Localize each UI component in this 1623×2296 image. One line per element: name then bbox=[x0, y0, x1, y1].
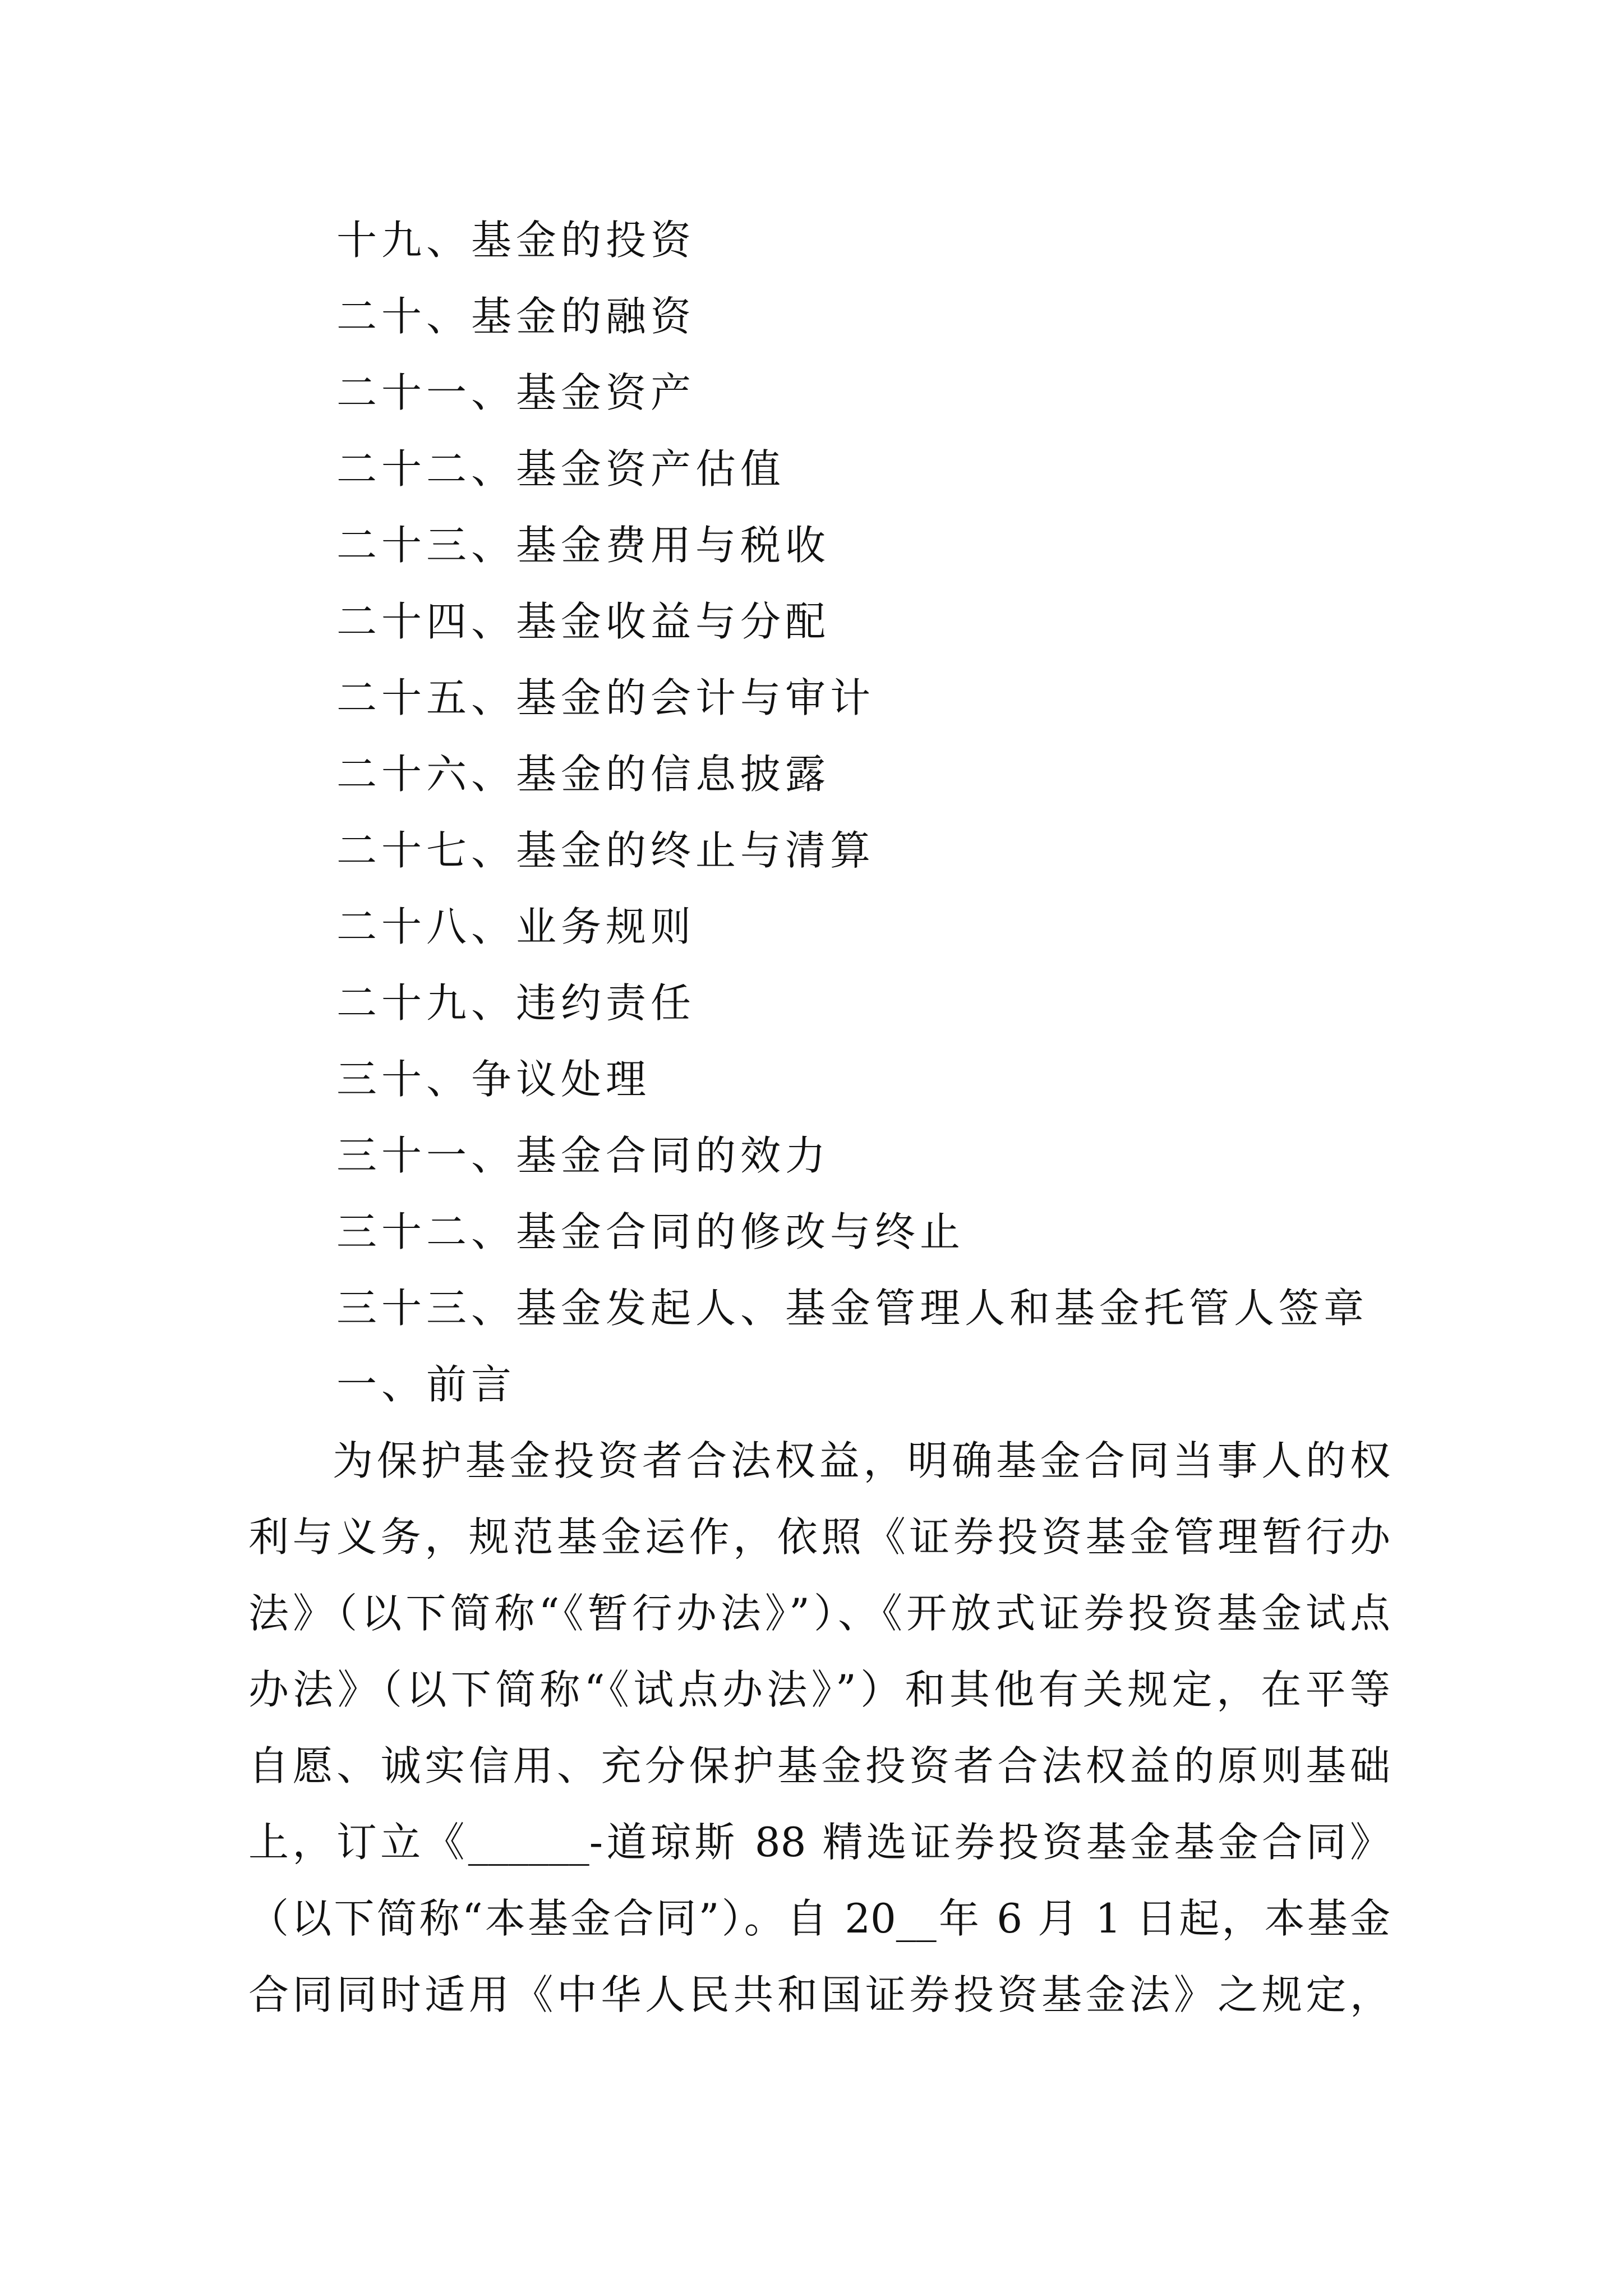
toc-item-21: 二十一、基金资产 bbox=[336, 369, 696, 416]
toc-item-32: 三十二、基金合同的修改与终止 bbox=[336, 1208, 965, 1255]
toc-item-19: 十九、基金的投资 bbox=[336, 217, 696, 264]
paragraph-line: 为保护基金投资者合法权益，明确基金合同当事人的权 bbox=[333, 1437, 1390, 1484]
paragraph-line: （以下简称“本基金合同”）。自 20__年 6 月 1 日起，本基金 bbox=[248, 1895, 1390, 1942]
toc-item-28: 二十八、业务规则 bbox=[336, 903, 696, 950]
preface-paragraph bbox=[248, 1423, 1390, 2033]
toc-item-23: 二十三、基金费用与税收 bbox=[336, 522, 831, 569]
paragraph-line: 自愿、诚实信用、充分保护基金投资者合法权益的原则基础 bbox=[248, 1742, 1390, 1789]
paragraph-line: 法》（以下简称“《暂行办法》”）、《开放式证券投资基金试点 bbox=[248, 1590, 1390, 1637]
paragraph-line: 合同同时适用《中华人民共和国证券投资基金法》之规定， bbox=[248, 1971, 1390, 2018]
toc-item-29: 二十九、违约责任 bbox=[336, 979, 696, 1027]
toc-item-25: 二十五、基金的会计与审计 bbox=[336, 674, 875, 721]
section-heading-preface: 一、前言 bbox=[336, 1361, 517, 1408]
toc-item-27: 二十七、基金的终止与清算 bbox=[336, 827, 875, 874]
toc-item-26: 二十六、基金的信息披露 bbox=[336, 751, 831, 798]
toc-item-30: 三十、争议处理 bbox=[336, 1056, 651, 1103]
paragraph-line: 办法》（以下简称“《试点办法》”）和其他有关规定，在平等 bbox=[248, 1666, 1390, 1713]
toc-item-20: 二十、基金的融资 bbox=[336, 293, 696, 340]
table-of-contents bbox=[336, 202, 1458, 1346]
toc-item-33: 三十三、基金发起人、基金管理人和基金托管人签章 bbox=[336, 1285, 1369, 1332]
toc-item-24: 二十四、基金收益与分配 bbox=[336, 598, 831, 645]
paragraph-line: 利与义务，规范基金运作，依照《证券投资基金管理暂行办 bbox=[248, 1513, 1390, 1561]
toc-item-31: 三十一、基金合同的效力 bbox=[336, 1132, 831, 1179]
toc-item-22: 二十二、基金资产估值 bbox=[336, 445, 786, 493]
paragraph-line: 上，订立《______-道琼斯 88 精选证券投资基金基金合同》 bbox=[248, 1819, 1390, 1866]
